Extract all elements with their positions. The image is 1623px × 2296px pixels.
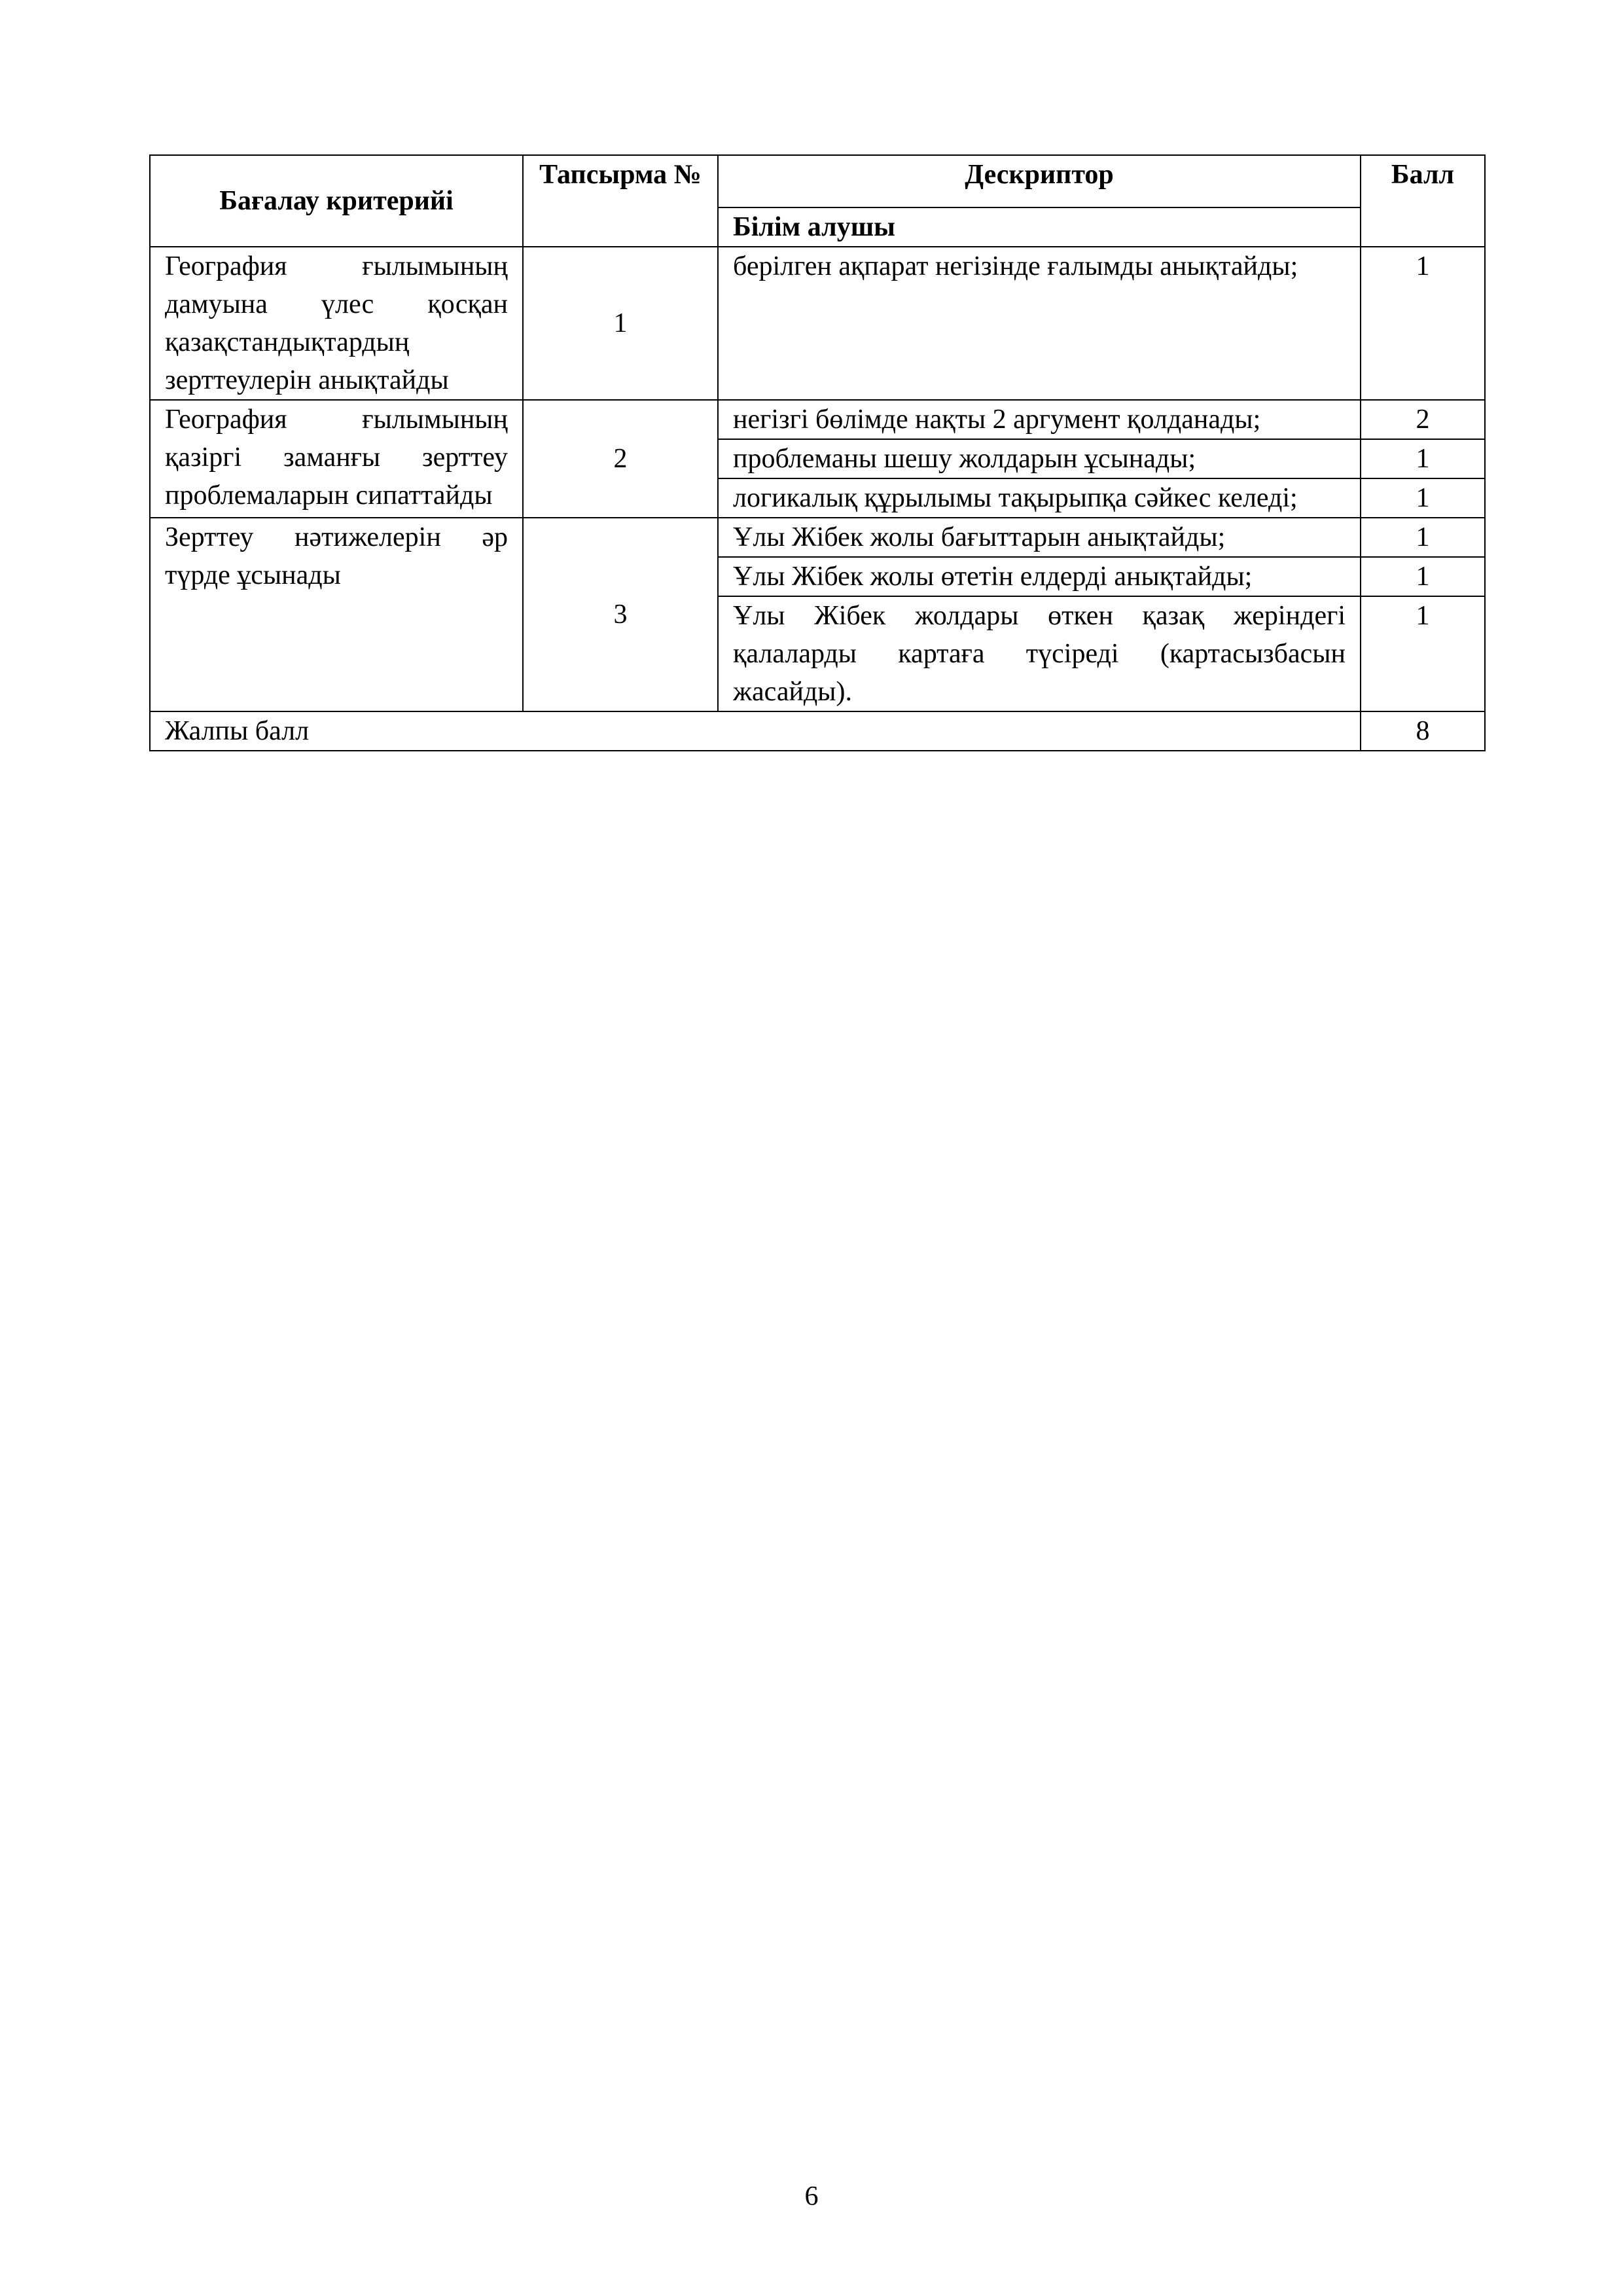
task-number-cell: 2 [523, 400, 718, 518]
score-cell: 1 [1361, 557, 1485, 596]
score-cell: 1 [1361, 518, 1485, 557]
criterion-cell: Зерттеу нәтижелерін әр түрде ұсынады [150, 518, 523, 711]
total-score: 8 [1361, 711, 1485, 751]
descriptor-cell: Ұлы Жібек жолы өтетін елдерді анықтайды; [718, 557, 1361, 596]
score-cell: 2 [1361, 400, 1485, 439]
score-cell: 1 [1361, 439, 1485, 478]
page-number: 6 [804, 2181, 819, 2212]
table-row [150, 400, 1485, 439]
score-cell: 1 [1361, 478, 1485, 518]
score-cell: 1 [1361, 247, 1485, 400]
total-row [150, 711, 1485, 751]
rubric-table [149, 154, 1486, 751]
score-cell: 1 [1361, 596, 1485, 711]
descriptor-cell: негізгі бөлімде нақты 2 аргумент қолданады; [718, 400, 1361, 439]
descriptor-cell: Ұлы Жібек жолдары өткен қазақ жеріндегі қалаларды картаға түсіреді (картасызбасын жасайды). [718, 596, 1361, 711]
header-criteria: Бағалау критерийі [150, 155, 523, 247]
task-number-cell: 1 [523, 247, 718, 400]
descriptor-cell: Ұлы Жібек жолы бағыттарын анықтайды; [718, 518, 1361, 557]
task-number-cell: 3 [523, 518, 718, 711]
descriptor-cell: проблеманы шешу жолдарын ұсынады; [718, 439, 1361, 478]
header-descriptor: Дескриптор [718, 155, 1361, 207]
header-task-number: Тапсырма № [523, 155, 718, 247]
table-row [150, 247, 1485, 400]
criterion-cell: География ғылымының дамуына үлес қосқан қазақстандықтардың зерттеулерін анықтайды [150, 247, 523, 400]
total-label: Жалпы балл [150, 711, 1361, 751]
descriptor-cell: логикалық құрылымы тақырыпқа сәйкес келеді; [718, 478, 1361, 518]
criterion-cell: География ғылымының қазіргі заманғы зерттеу проблемаларын сипаттайды [150, 400, 523, 518]
descriptor-cell: берілген ақпарат негізінде ғалымды анықтайды; [718, 247, 1361, 400]
header-score: Балл [1361, 155, 1485, 247]
table-row [150, 518, 1485, 557]
header-learner: Білім алушы [718, 207, 1361, 247]
